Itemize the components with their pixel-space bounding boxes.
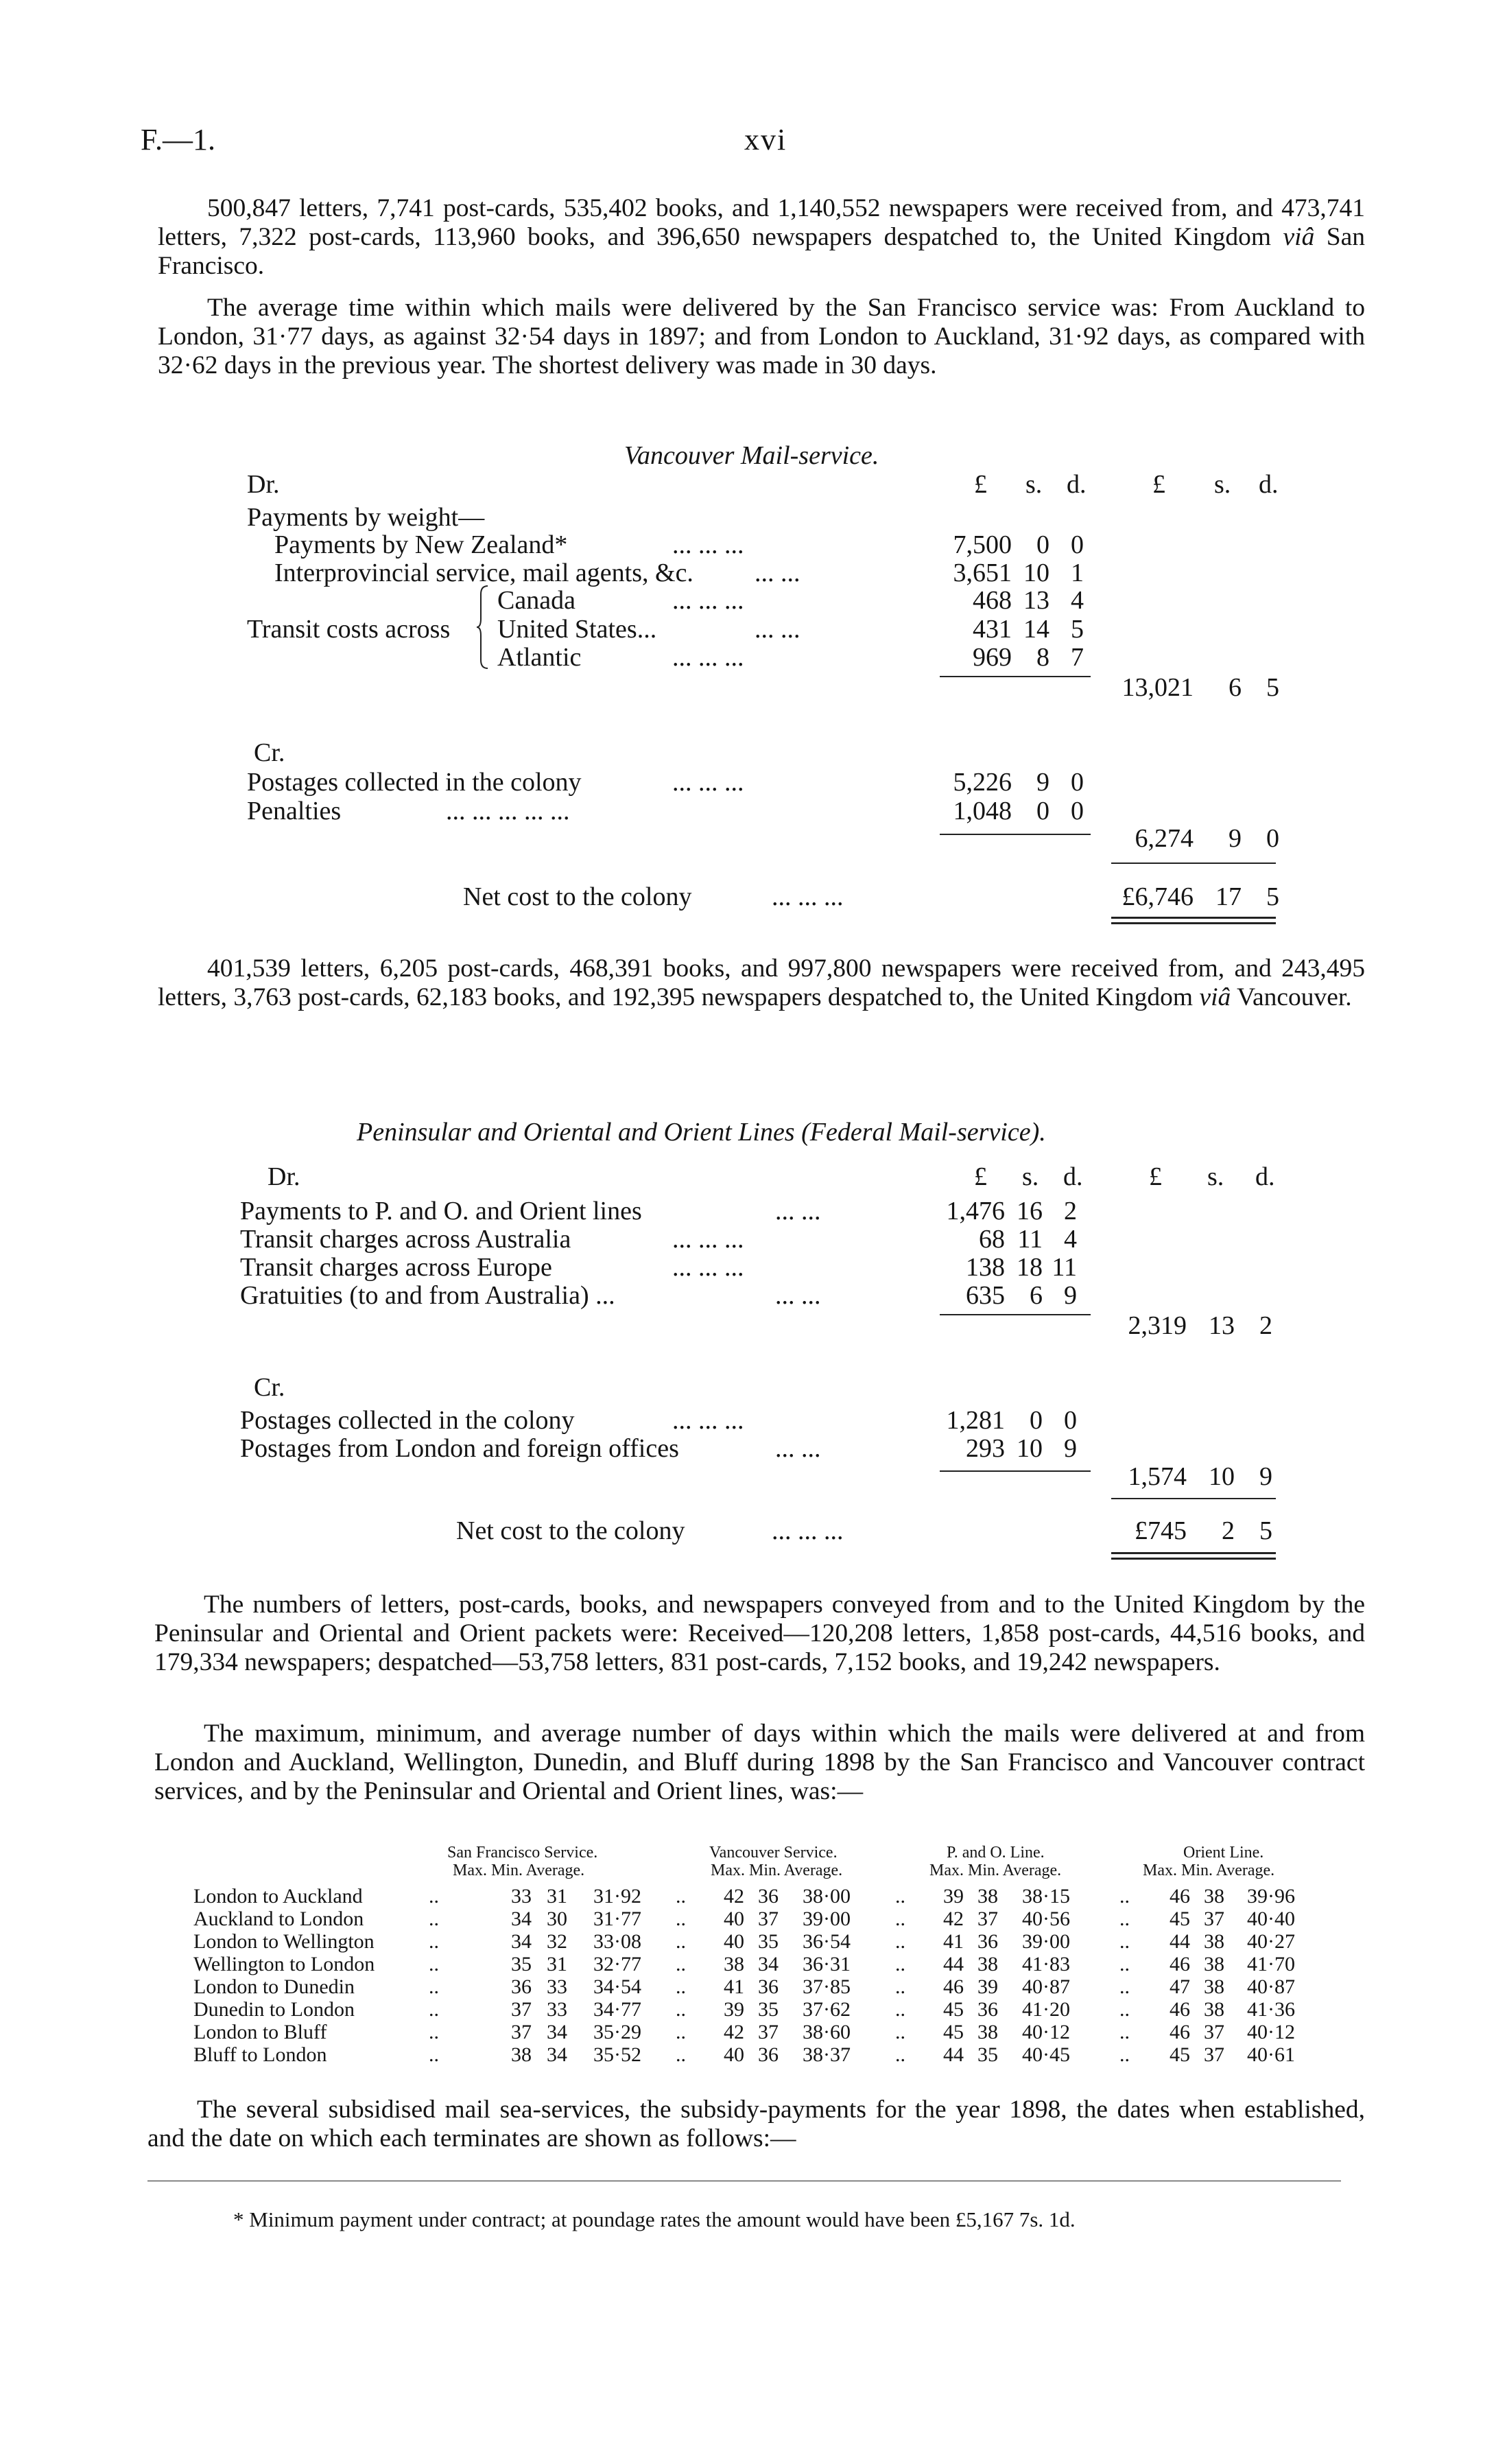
days-cell: 46 xyxy=(1170,2021,1190,2043)
route-label: London to Wellington xyxy=(193,1930,375,1953)
leader-dots: .. xyxy=(1119,1975,1130,1998)
days-cell: 45 xyxy=(1170,2043,1190,2066)
po-title: Peninsular and Oriental and Orient Lines (Federal Mail-service). xyxy=(357,1118,1046,1147)
po-row: Transit charges across Europe ... ... ... 138 18 11 xyxy=(240,1253,1077,1282)
route-label: London to Bluff xyxy=(193,2021,327,2043)
days-cell: 35·29 xyxy=(593,2021,641,2043)
leader-dots: .. xyxy=(1119,1998,1130,2021)
days-cell: 38·00 xyxy=(803,1885,851,1908)
days-cell: 38·60 xyxy=(803,2021,851,2043)
days-cell: 40·87 xyxy=(1247,1975,1295,1998)
sub-header: Max. Min. Average. xyxy=(929,1862,1062,1879)
days-cell: 36 xyxy=(511,1975,532,1998)
via-word: viâ xyxy=(1199,983,1231,1011)
group-header: Vancouver Service. xyxy=(709,1844,838,1862)
days-cell: 38 xyxy=(1204,1953,1224,1975)
days-cell: 37 xyxy=(511,1998,532,2021)
vancouver-net-cost: Net cost to the colony ... ... ... £6,746 17 5 xyxy=(463,882,1279,911)
days-cell: 45 xyxy=(943,2021,964,2043)
leader-dots: .. xyxy=(895,2043,905,2066)
days-cell: 42 xyxy=(724,2021,744,2043)
days-cell: 37·62 xyxy=(803,1998,851,2021)
days-cell: 38·15 xyxy=(1022,1885,1070,1908)
days-cell: 41·83 xyxy=(1022,1953,1070,1975)
days-row xyxy=(0,1885,1507,1908)
days-cell: 31 xyxy=(547,1953,567,1975)
days-cell: 32·77 xyxy=(593,1953,641,1975)
days-cell: 38 xyxy=(977,1953,998,1975)
days-row xyxy=(0,2021,1507,2043)
leader-dots: .. xyxy=(429,1930,439,1953)
transit-costs-label-row: Transit costs across xyxy=(247,615,451,644)
net-double-rule xyxy=(1111,1552,1276,1554)
vancouver-title: Vancouver Mail-service. xyxy=(624,441,879,470)
route-label: London to Dunedin xyxy=(193,1975,355,1998)
days-cell: 38 xyxy=(977,1885,998,1908)
route-label: Dunedin to London xyxy=(193,1998,355,2021)
days-cell: 38 xyxy=(1204,1998,1224,2021)
page-reference: F.—1. xyxy=(141,123,215,156)
sub-header: Max. Min. Average. xyxy=(1143,1862,1275,1879)
leader-dots: .. xyxy=(895,1998,905,2021)
days-cell: 31 xyxy=(547,1885,567,1908)
leader-dots: .. xyxy=(895,2021,905,2043)
sub-header: Max. Min. Average. xyxy=(453,1862,585,1879)
days-cell: 34 xyxy=(511,1908,532,1930)
leader-dots: .. xyxy=(1119,2043,1130,2066)
transit-row: Canada ... ... ... 468 13 4 xyxy=(497,586,1084,615)
po-row: Payments to P. and O. and Orient lines ... ... 1,476 16 2 xyxy=(240,1197,1077,1225)
paragraph-sf-delivery-times: The average time within which mails were delivered by the San Francisco service was: From Auckland to London, 31·77 days, as against 32·54 days in 1897; and from London to Auckland, 31·92 days, as compared with 32·62 days in the previous year. The shortest delivery was made in 30 days. xyxy=(158,294,1365,379)
footnote: * Minimum payment under contract; at poundage rates the amount would have been £5,167 7s. 1d. xyxy=(233,2207,1076,2231)
days-cell: 41·70 xyxy=(1247,1953,1295,1975)
days-cell: 40 xyxy=(724,2043,744,2066)
days-cell: 39 xyxy=(977,1975,998,1998)
days-cell: 40·56 xyxy=(1022,1908,1070,1930)
days-cell: 38 xyxy=(1204,1930,1224,1953)
leader-dots: .. xyxy=(1119,1953,1130,1975)
days-cell: 39·96 xyxy=(1247,1885,1295,1908)
leader-dots: .. xyxy=(895,1885,905,1908)
days-cell: 40·40 xyxy=(1247,1908,1295,1930)
days-cell: 46 xyxy=(1170,1953,1190,1975)
days-cell: 39 xyxy=(724,1998,744,2021)
po-cr-total: 1,574 10 9 xyxy=(1128,1462,1272,1491)
leader-dots: .. xyxy=(429,1998,439,2021)
vancouver-row: Interprovincial service, mail agents, &c. ... ... 3,651 10 1 xyxy=(274,559,1084,587)
days-cell: 45 xyxy=(943,1998,964,2021)
days-cell: 31·92 xyxy=(593,1885,641,1908)
days-cell: 37 xyxy=(977,1908,998,1930)
days-cell: 38 xyxy=(1204,1885,1224,1908)
days-cell: 34·77 xyxy=(593,1998,641,2021)
net-double-rule xyxy=(1111,922,1276,924)
leader-dots: .. xyxy=(676,1998,686,2021)
days-cell: 40·27 xyxy=(1247,1930,1295,1953)
days-cell: 36·31 xyxy=(803,1953,851,1975)
vancouver-cr-total: 6,274 9 0 xyxy=(1135,824,1279,853)
group-header: P. and O. Line. xyxy=(947,1844,1045,1862)
leader-dots: .. xyxy=(1119,1908,1130,1930)
days-cell: 40·45 xyxy=(1022,2043,1070,2066)
paragraph-days-intro: The maximum, minimum, and average number of days within which the mails were delivered at and from London and Auckland, Wellington, Dunedin, and Bluff during 1898 by the San Francisco and Vancouver contract services, and by the Peninsular and Oriental and Orient lines, was:— xyxy=(154,1720,1365,1805)
vancouver-col-heads: Dr. £ s. d. £ s. d. xyxy=(247,470,1279,499)
days-row xyxy=(0,1930,1507,1953)
net-rule-top xyxy=(1111,1498,1276,1499)
days-cell: 37·85 xyxy=(803,1975,851,1998)
days-cell: 40·61 xyxy=(1247,2043,1295,2066)
days-cell: 35·52 xyxy=(593,2043,641,2066)
days-cell: 33 xyxy=(511,1885,532,1908)
po-dr-total: 2,319 13 2 xyxy=(1128,1311,1272,1340)
leader-dots: .. xyxy=(895,1975,905,1998)
route-label: Wellington to London xyxy=(193,1953,375,1975)
days-cell: 33 xyxy=(547,1975,567,1998)
days-cell: 34 xyxy=(547,2021,567,2043)
leader-dots: .. xyxy=(895,1908,905,1930)
leader-dots: .. xyxy=(429,2021,439,2043)
days-cell: 36 xyxy=(758,2043,779,2066)
po-col-heads: Dr. £ s. d. £ s. d. xyxy=(268,1162,1275,1191)
net-double-rule xyxy=(1111,917,1276,919)
route-label: Bluff to London xyxy=(193,2043,327,2066)
days-cell: 40 xyxy=(724,1908,744,1930)
days-cell: 42 xyxy=(943,1908,964,1930)
po-row: Gratuities (to and from Australia) ... ... ... 635 6 9 xyxy=(240,1281,1077,1310)
transit-row: United States... ... ... 431 14 5 xyxy=(497,615,1084,644)
days-row xyxy=(0,1998,1507,2021)
days-cell: 36 xyxy=(977,1998,998,2021)
leader-dots: .. xyxy=(676,2043,686,2066)
leader-dots: .. xyxy=(676,1930,686,1953)
days-cell: 38 xyxy=(724,1953,744,1975)
net-rule-top xyxy=(1111,863,1276,864)
days-row xyxy=(0,2043,1507,2066)
days-cell: 37 xyxy=(511,2021,532,2043)
days-cell: 42 xyxy=(724,1885,744,1908)
paragraph-subsidised-services: The several subsidised mail sea-services, the subsidy-payments for the year 1898, the dates when established, and the date on which each terminates are shown as follows:— xyxy=(147,2096,1365,2152)
sub-header: Max. Min. Average. xyxy=(711,1862,843,1879)
days-cell: 39·00 xyxy=(1022,1930,1070,1953)
route-label: London to Auckland xyxy=(193,1885,363,1908)
leader-dots: .. xyxy=(676,1975,686,1998)
leader-dots: .. xyxy=(676,2021,686,2043)
days-cell: 36 xyxy=(758,1885,779,1908)
page-number: xvi xyxy=(744,123,787,156)
days-cell: 40·12 xyxy=(1022,2021,1070,2043)
days-row xyxy=(0,1975,1507,1998)
leader-dots: .. xyxy=(676,1908,686,1930)
days-cell: 36·54 xyxy=(803,1930,851,1953)
days-row xyxy=(0,1953,1507,1975)
cr-heading: Cr. xyxy=(254,738,285,767)
po-cr-row: Postages from London and foreign offices ... ... 293 10 9 xyxy=(240,1434,1077,1463)
leader-dots: .. xyxy=(429,1885,439,1908)
days-cell: 47 xyxy=(1170,1975,1190,1998)
transit-row: Atlantic ... ... ... 969 8 7 xyxy=(497,643,1084,672)
days-cell: 37 xyxy=(758,1908,779,1930)
days-cell: 41 xyxy=(724,1975,744,1998)
days-cell: 41·36 xyxy=(1247,1998,1295,2021)
days-cell: 35 xyxy=(758,1930,779,1953)
po-net-cost: Net cost to the colony ... ... ... £745 2 5 xyxy=(456,1516,1272,1545)
days-cell: 37 xyxy=(1204,1908,1224,1930)
group-header: Orient Line. xyxy=(1183,1844,1264,1862)
leader-dots: .. xyxy=(429,1975,439,1998)
paragraph-sf-mail-counts: 500,847 letters, 7,741 post-cards, 535,402 books, and 1,140,552 newspapers were received from, and 473,741 letters, 7,322 post-cards, 113,960 books, and 396,650 newspapers despatched to, the United Kingdom viâ San Francisco. xyxy=(158,194,1366,280)
via-word: viâ xyxy=(1283,223,1315,251)
leader-dots: .. xyxy=(676,1885,686,1908)
days-cell: 34·54 xyxy=(593,1975,641,1998)
days-cell: 35 xyxy=(511,1953,532,1975)
days-cell: 46 xyxy=(1170,1885,1190,1908)
days-cell: 34 xyxy=(511,1930,532,1953)
days-cell: 37 xyxy=(758,2021,779,2043)
leader-dots: .. xyxy=(429,1953,439,1975)
days-cell: 40 xyxy=(724,1930,744,1953)
days-cell: 46 xyxy=(943,1975,964,1998)
leader-dots: .. xyxy=(895,1930,905,1953)
leader-dots: .. xyxy=(429,2043,439,2066)
days-cell: 31·77 xyxy=(593,1908,641,1930)
net-double-rule xyxy=(1111,1558,1276,1560)
days-cell: 37 xyxy=(1204,2021,1224,2043)
days-cell: 36 xyxy=(758,1975,779,1998)
paragraph-vancouver-mail-counts: 401,539 letters, 6,205 post-cards, 468,391 books, and 997,800 newspapers were received from, and 243,495 letters, 3,763 post-cards, 62,183 books, and 192,395 newspapers despatched to, the United Kingdom viâ Vancouver. xyxy=(158,954,1365,1011)
cr-heading: Cr. xyxy=(254,1373,285,1402)
days-cell: 32 xyxy=(547,1930,567,1953)
route-label: Auckland to London xyxy=(193,1908,364,1930)
days-cell: 39 xyxy=(943,1885,964,1908)
vancouver-dr-total: 13,021 6 5 xyxy=(1122,673,1279,702)
vancouver-cr-row: Penalties ... ... ... ... ... 1,048 0 0 xyxy=(247,797,1084,825)
days-cell: 37 xyxy=(1204,2043,1224,2066)
days-cell: 36 xyxy=(977,1930,998,1953)
leader-dots: .. xyxy=(1119,1930,1130,1953)
days-cell: 35 xyxy=(977,2043,998,2066)
days-cell: 30 xyxy=(547,1908,567,1930)
days-cell: 38 xyxy=(977,2021,998,2043)
days-cell: 34 xyxy=(547,2043,567,2066)
days-cell: 34 xyxy=(758,1953,779,1975)
leader-dots: .. xyxy=(1119,1885,1130,1908)
days-cell: 33 xyxy=(547,1998,567,2021)
days-cell: 38 xyxy=(511,2043,532,2066)
days-cell: 40·87 xyxy=(1022,1975,1070,1998)
days-cell: 44 xyxy=(1170,1930,1190,1953)
po-row: Transit charges across Australia ... ... ... 68 11 4 xyxy=(240,1225,1077,1254)
leader-dots: .. xyxy=(1119,2021,1130,2043)
paragraph-po-mail-counts: The numbers of letters, post-cards, books, and newspapers conveyed from and to the United Kingdom by the Peninsular and Oriental and Orient packets were: Received—120,208 letters, 1,858 post-cards, 44,516 books, and 179,334 newspapers; despatched—53,758 letters, 831 post-cards, 7,152 books, and 19,242 newspapers. xyxy=(154,1591,1365,1676)
days-cell: 45 xyxy=(1170,1908,1190,1930)
vancouver-cr-row: Postages collected in the colony ... ... ... 5,226 9 0 xyxy=(247,768,1084,797)
days-cell: 46 xyxy=(1170,1998,1190,2021)
group-header: San Francisco Service. xyxy=(447,1844,598,1862)
days-cell: 38·37 xyxy=(803,2043,851,2066)
leader-dots: .. xyxy=(676,1953,686,1975)
leader-dots: .. xyxy=(895,1953,905,1975)
days-cell: 39·00 xyxy=(803,1908,851,1930)
days-row xyxy=(0,1908,1507,1930)
days-cell: 38 xyxy=(1204,1975,1224,1998)
leader-dots: .. xyxy=(429,1908,439,1930)
dr-label: Dr. xyxy=(247,470,280,499)
vancouver-row: Payments by New Zealand* ... ... ... 7,500 0 0 xyxy=(274,530,1084,559)
payments-by-weight-heading: Payments by weight— xyxy=(247,503,485,532)
days-cell: 33·08 xyxy=(593,1930,641,1953)
days-cell: 41·20 xyxy=(1022,1998,1070,2021)
po-cr-row: Postages collected in the colony ... ... ... 1,281 0 0 xyxy=(240,1406,1077,1435)
days-cell: 44 xyxy=(943,2043,964,2066)
days-cell: 41 xyxy=(943,1930,964,1953)
days-cell: 40·12 xyxy=(1247,2021,1295,2043)
days-cell: 35 xyxy=(758,1998,779,2021)
days-cell: 44 xyxy=(943,1953,964,1975)
